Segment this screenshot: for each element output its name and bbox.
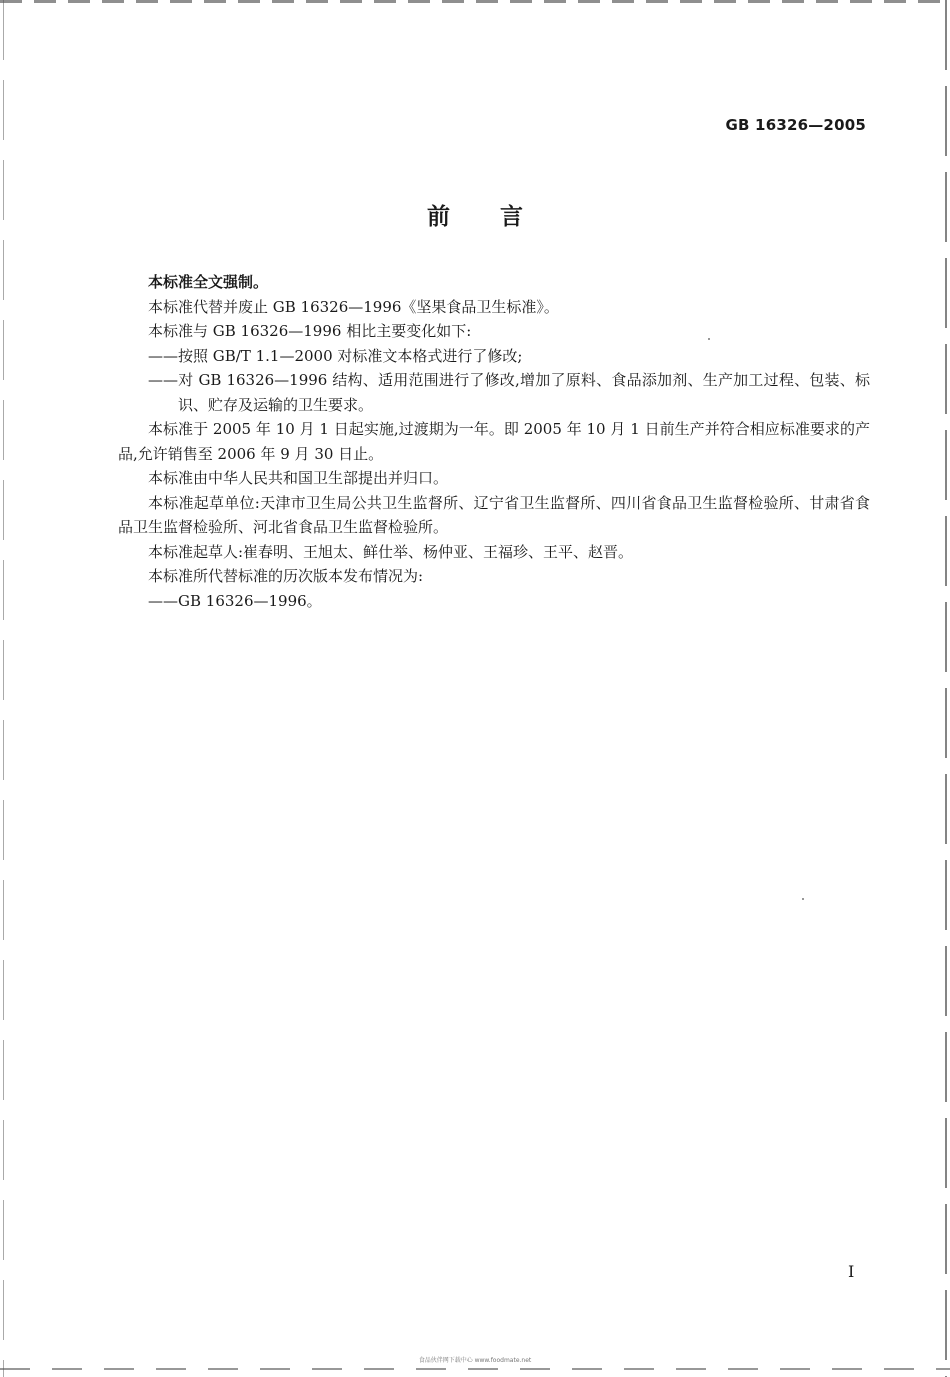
paragraph-effective-date: 本标准于 2005 年 10 月 1 日起实施,过渡期为一年。即 2005 年 10 月 1 日前生产并符合相应标准要求的产品,允许销售至 2006 年 9 月 30 日止。 [118,420,870,463]
list-item-change-1: ——按照 GB/T 1.1—2000 对标准文本格式进行了修改; [148,346,523,365]
scan-speck [708,338,710,340]
paragraph-mandatory: 本标准全文强制。 [148,273,269,291]
list-item-change-2: ——对 GB 16326—1996 结构、适用范围进行了修改,增加了原料、食品添加剂、生产加工过程、包装、标识、贮存及运输的卫生要求。 [148,371,870,414]
standard-code: GB 16326—2005 [725,116,866,134]
page-number: I [848,1262,855,1281]
scan-edge-bottom [0,1368,950,1370]
paragraph-proposer: 本标准由中华人民共和国卫生部提出并归口。 [148,469,449,487]
foreword-body [118,270,870,613]
page-title: 前言 [427,204,573,230]
paragraph-drafters: 本标准起草人:崔春明、王旭太、鲜仕举、杨仲亚、王福珍、王平、赵晋。 [148,542,634,561]
source-watermark: 食品伙伴网下载中心 www.foodmate.net [418,1357,532,1364]
scan-edge-top [0,0,950,3]
paragraph-drafting-units: 本标准起草单位:天津市卫生局公共卫生监督所、辽宁省卫生监督所、四川省食品卫生监督检验所、甘肃省食品卫生监督检验所、河北省食品卫生监督检验所。 [118,493,870,536]
paragraph-replaces: 本标准代替并废止 GB 16326—1996《坚果食品卫生标准》。 [148,297,559,316]
paragraph-history-intro: 本标准所代替标准的历次版本发布情况为: [148,567,424,585]
scan-speck [802,898,804,900]
list-item-history-1: ——GB 16326—1996。 [148,591,322,610]
paragraph-changes-intro: 本标准与 GB 16326—1996 相比主要变化如下: [148,322,472,340]
